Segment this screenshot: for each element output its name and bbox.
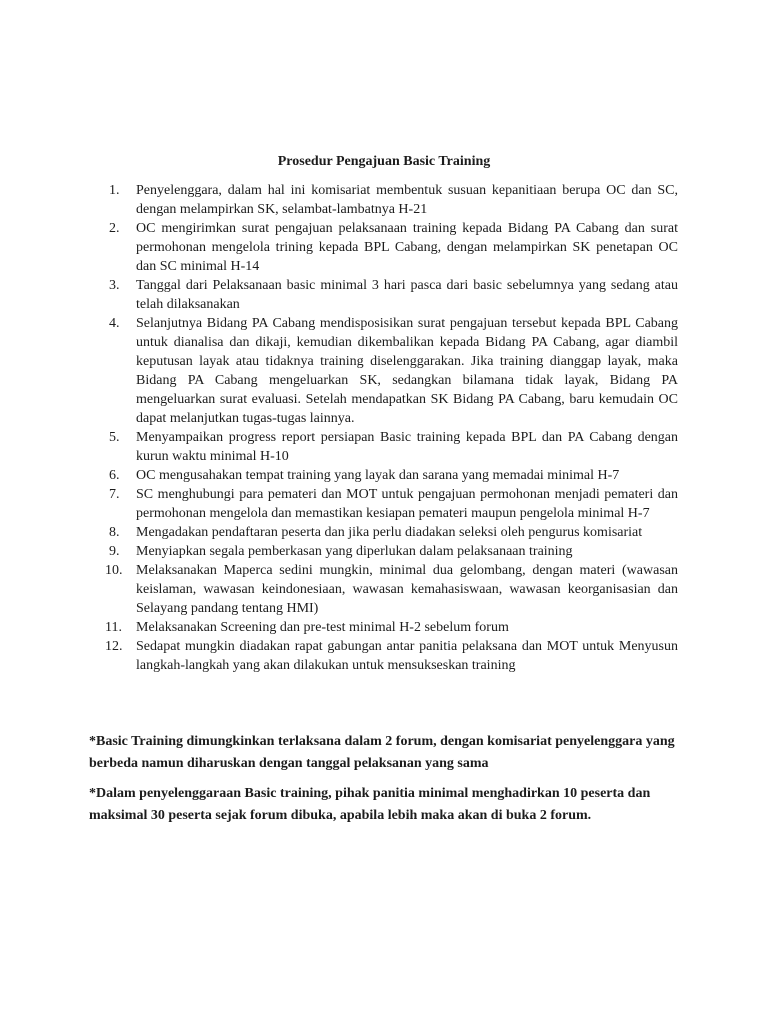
- list-item-number: 4.: [109, 316, 120, 331]
- list-item-number: 11.: [105, 620, 122, 635]
- list-item-number: 8.: [109, 525, 120, 540]
- list-item-number: 10.: [105, 563, 123, 578]
- list-item-text: Penyelenggara, dalam hal ini komisariat membentuk susuan kepanitiaan berupa OC dan SC, dengan melampirkan SK, selambat-lambatnya H-21: [136, 183, 678, 217]
- note-participant-limits: *Dalam penyelenggaraan Basic training, pihak panitia minimal menghadirkan 10 peserta dan maksimal 30 peserta sejak forum dibuka, apabila lebih maka akan di buka 2 forum.: [89, 786, 651, 823]
- notes-section: [89, 731, 679, 835]
- list-item: [101, 485, 678, 523]
- list-item-number: 3.: [109, 278, 120, 293]
- list-item-text: Sedapat mungkin diadakan rapat gabungan antar panitia pelaksana dan MOT untuk Menyusun langkah-langkah yang akan dilakukan untuk mensukseskan training: [136, 639, 678, 673]
- list-item: [101, 466, 678, 485]
- list-item-text: Mengadakan pendaftaran peserta dan jika perlu diadakan seleksi oleh pengurus komisariat: [136, 525, 643, 540]
- list-item: [101, 181, 678, 219]
- list-item-number: 7.: [109, 487, 120, 502]
- list-item-number: 12.: [105, 639, 123, 654]
- list-item: [101, 523, 678, 542]
- list-item-text: Menyiapkan segala pemberkasan yang diperlukan dalam pelaksanaan training: [136, 544, 573, 559]
- list-item-number: 2.: [109, 221, 120, 236]
- list-item-text: Tanggal dari Pelaksanaan basic minimal 3 hari pasca dari basic sebelumnya yang sedang atau telah dilaksanakan: [136, 278, 678, 312]
- document-title: Prosedur Pengajuan Basic Training: [277, 154, 491, 169]
- list-item-text: OC mengirimkan surat pengajuan pelaksanaan training kepada Bidang PA Cabang dan surat permohonan mengelola trining kepada BPL Cabang, dengan melampirkan SK penetapan OC dan SC minimal H-14: [136, 221, 678, 274]
- list-item: [101, 561, 678, 618]
- list-item: [101, 428, 678, 466]
- list-item: [101, 314, 678, 428]
- list-item-number: 5.: [109, 430, 120, 445]
- list-item: [101, 618, 678, 637]
- procedure-list: [101, 181, 678, 675]
- list-item-number: 6.: [109, 468, 120, 483]
- list-item-text: Selanjutnya Bidang PA Cabang mendisposisikan surat pengajuan tersebut kepada BPL Cabang untuk dianalisa dan dikaji, kemudian dikembalikan kepada Bidang PA Cabang, agar diambil keputusan layak atau tidaknya training diselenggarakan. Jika training dianggap layak, maka Bidang PA Cabang mengeluarkan SK, sedangkan bilamana tidak layak, Bidang PA mengeluarkan surat evaluasi. Setelah mendapatkan SK Bidang PA Cabang, baru kemudain OC dapat melanjutkan tugas-tugas lainnya.: [136, 316, 678, 426]
- list-item-text: Melaksanakan Maperca sedini mungkin, minimal dua gelombang, dengan materi (wawasan keislaman, wawasan keindonesiaan, wawasan kemahasiswaan, wawasan keorganisasian dan Selayang pandang tentang HMI): [136, 563, 678, 616]
- list-item: [101, 637, 678, 675]
- list-item-text: SC menghubungi para pemateri dan MOT untuk pengajuan permohonan menjadi pemateri dan permohonan mengelola dan memastikan kesiapan pemateri maupun pengelola minimal H-7: [136, 487, 678, 521]
- list-item: [101, 276, 678, 314]
- note-two-forums: *Basic Training dimungkinkan terlaksana dalam 2 forum, dengan komisariat penyelenggara yang berbeda namun diharuskan dengan tanggal pelaksanan yang sama: [89, 734, 675, 771]
- list-item-text: Melaksanakan Screening dan pre-test minimal H-2 sebelum forum: [136, 620, 509, 635]
- list-item-text: Menyampaikan progress report persiapan Basic training kepada BPL dan PA Cabang dengan kurun waktu minimal H-10: [136, 430, 678, 464]
- list-item: [101, 542, 678, 561]
- list-item-number: 9.: [109, 544, 120, 559]
- list-item: [101, 219, 678, 276]
- list-item-number: 1.: [109, 183, 120, 198]
- list-item-text: OC mengusahakan tempat training yang layak dan sarana yang memadai minimal H-7: [136, 468, 620, 483]
